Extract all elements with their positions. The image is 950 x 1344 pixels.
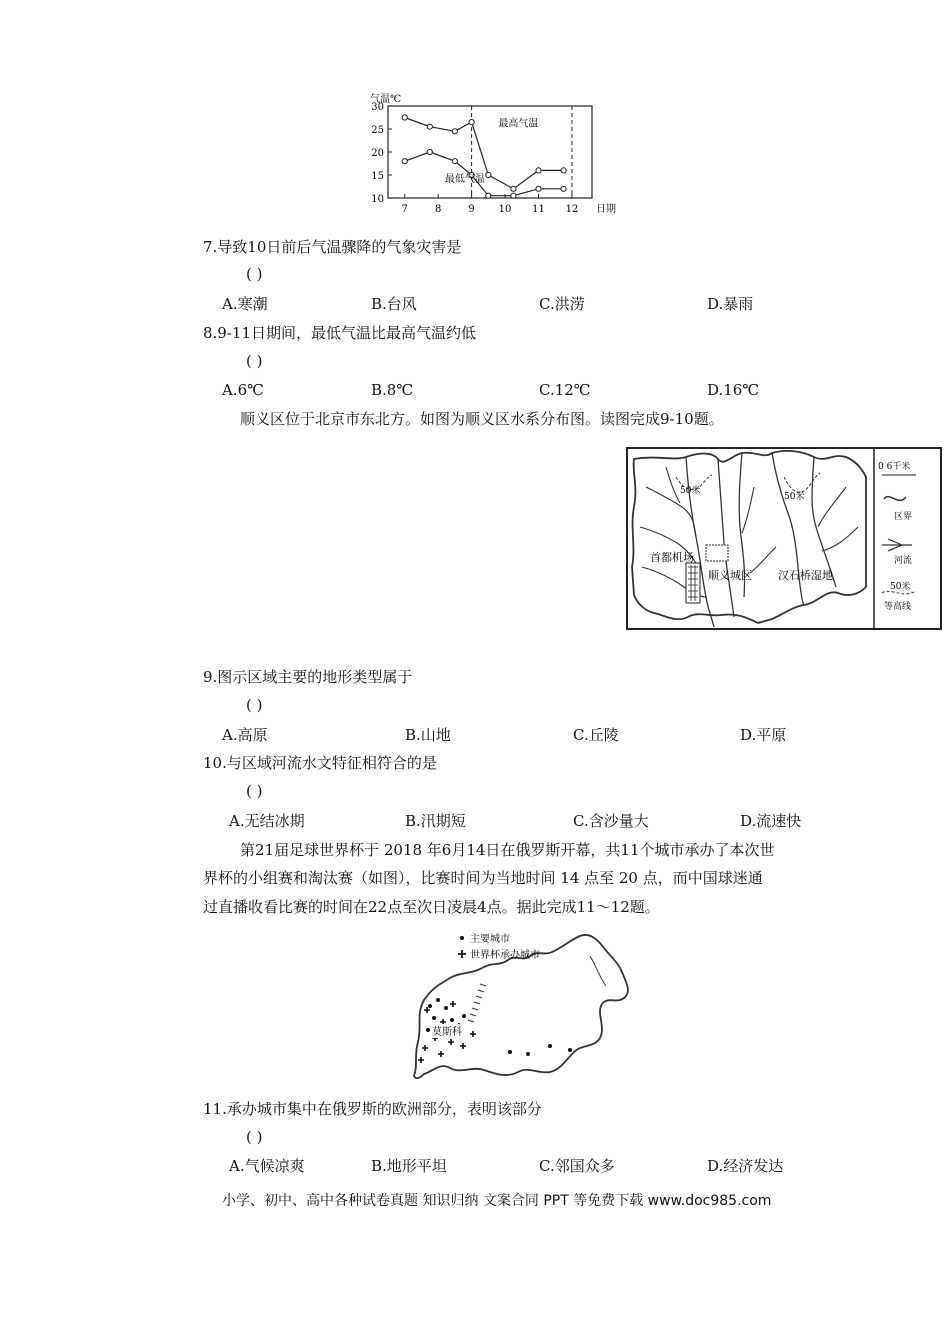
moscow-label: 莫斯科 bbox=[432, 1027, 462, 1038]
x-tick-label: 9 bbox=[468, 204, 475, 215]
wetland-label: 汉石桥湿地 bbox=[778, 569, 833, 582]
question-11-answer-paren: ( ) bbox=[246, 1128, 263, 1146]
legend-border-label: 区界 bbox=[894, 512, 913, 522]
x-axis-label: 日期 bbox=[596, 204, 616, 215]
question-9-option-b[interactable]: B.山地 bbox=[405, 726, 451, 744]
legend-contour-value: 50米 bbox=[890, 582, 911, 592]
data-point bbox=[511, 186, 516, 191]
question-7-option-d[interactable]: D.暴雨 bbox=[707, 295, 754, 313]
temperature-chart bbox=[360, 88, 620, 223]
question-8-option-b[interactable]: B.8℃ bbox=[371, 381, 414, 399]
legend-river-label: 河流 bbox=[894, 556, 913, 566]
data-point bbox=[536, 168, 541, 173]
legend-city-label: 主要城市 bbox=[470, 934, 510, 945]
question-11-option-b[interactable]: B.地形平坦 bbox=[371, 1157, 447, 1175]
data-point bbox=[427, 149, 432, 154]
plot-frame bbox=[388, 106, 592, 198]
question-9-option-d[interactable]: D.平原 bbox=[740, 726, 787, 744]
x-tick-label: 7 bbox=[401, 204, 408, 215]
data-point bbox=[561, 186, 566, 191]
data-point bbox=[486, 172, 491, 177]
x-tick-label: 11 bbox=[532, 204, 545, 215]
question-7-option-c[interactable]: C.洪涝 bbox=[539, 295, 585, 313]
question-8-option-c[interactable]: C.12℃ bbox=[539, 381, 591, 399]
data-point bbox=[486, 193, 491, 198]
legend-contour-label: 等高线 bbox=[884, 602, 912, 612]
question-7-option-b[interactable]: B.台风 bbox=[371, 295, 417, 313]
data-point bbox=[452, 129, 457, 134]
data-point bbox=[452, 159, 457, 164]
annotation-max-temp: 最高气温 bbox=[498, 118, 539, 130]
legend-host-label: 世界杯承办城市 bbox=[470, 950, 540, 961]
city-label: 顺义城区 bbox=[708, 569, 752, 582]
data-point bbox=[469, 120, 474, 125]
intro-11-line-3: 过直播收看比赛的时间在22点至次日凌晨4点。据此完成11～12题。 bbox=[203, 898, 660, 916]
data-point bbox=[402, 159, 407, 164]
question-7-answer-paren: ( ) bbox=[246, 265, 263, 283]
x-tick-label: 10 bbox=[498, 204, 512, 215]
intro-11-line-2: 界杯的小组赛和淘汰赛（如图），比赛时间为当地时间 14 点至 20 点，而中国球迷通 bbox=[203, 869, 763, 887]
intro-11-line-1: 第21届足球世界杯于 2018 年6月14日在俄罗斯开幕，共11个城市承办了本次世 bbox=[240, 841, 775, 859]
scale-label: 0 6千米 bbox=[878, 462, 911, 472]
question-9-option-a[interactable]: A.高原 bbox=[222, 726, 268, 744]
question-8-stem: 8.9-11日期间，最低气温比最高气温约低 bbox=[203, 324, 477, 342]
question-8-answer-paren: ( ) bbox=[246, 352, 263, 370]
question-10-answer-paren: ( ) bbox=[246, 782, 263, 800]
intro-9-10: 顺义区位于北京市东北方。如图为顺义区水系分布图。读图完成9-10题。 bbox=[240, 410, 724, 428]
annotation-min-temp: 最低气温 bbox=[444, 173, 485, 185]
data-point bbox=[511, 193, 516, 198]
contour-label-left: 50米 bbox=[680, 486, 701, 496]
y-tick-label: 20 bbox=[371, 148, 384, 159]
russia-map bbox=[410, 926, 640, 1086]
data-point bbox=[427, 124, 432, 129]
airport-label: 首都机场 bbox=[650, 551, 694, 564]
question-10-option-d[interactable]: D.流速快 bbox=[740, 812, 802, 830]
question-9-stem: 9.图示区域主要的地形类型属于 bbox=[203, 668, 413, 686]
question-8-option-d[interactable]: D.16℃ bbox=[707, 381, 760, 399]
y-tick-label: 25 bbox=[371, 125, 384, 136]
data-point bbox=[402, 115, 407, 120]
footer-text: 小学、初中、高中各种试卷真题 知识归纳 文案合同 PPT 等免费下载 www.doc985.com bbox=[222, 1193, 772, 1209]
x-tick-label: 12 bbox=[565, 204, 579, 215]
question-9-answer-paren: ( ) bbox=[246, 696, 263, 714]
question-8-option-a[interactable]: A.6℃ bbox=[222, 381, 264, 399]
question-9-option-c[interactable]: C.丘陵 bbox=[573, 726, 619, 744]
question-11-stem: 11.承办城市集中在俄罗斯的欧洲部分，表明该部分 bbox=[203, 1100, 542, 1118]
question-10-option-a[interactable]: A.无结冰期 bbox=[229, 812, 305, 830]
x-tick-label: 8 bbox=[434, 204, 442, 215]
y-tick-label: 15 bbox=[371, 171, 384, 182]
y-tick-label: 10 bbox=[371, 194, 384, 205]
question-7-stem: 7.导致10日前后气温骤降的气象灾害是 bbox=[203, 238, 462, 256]
shunyi-water-map bbox=[626, 447, 942, 631]
question-10-option-c[interactable]: C.含沙量大 bbox=[573, 812, 649, 830]
contour-label-right: 50米 bbox=[784, 492, 805, 502]
question-11-option-a[interactable]: A.气候凉爽 bbox=[229, 1157, 305, 1175]
question-10-stem: 10.与区域河流水文特征相符合的是 bbox=[203, 754, 437, 772]
data-point bbox=[561, 168, 566, 173]
question-10-option-b[interactable]: B.汛期短 bbox=[405, 812, 466, 830]
y-axis-label: 气温℃ bbox=[370, 94, 402, 105]
question-7-option-a[interactable]: A.寒潮 bbox=[222, 295, 268, 313]
question-11-option-c[interactable]: C.邻国众多 bbox=[539, 1157, 615, 1175]
data-point bbox=[536, 186, 541, 191]
question-11-option-d[interactable]: D.经济发达 bbox=[707, 1157, 784, 1175]
y-tick-label: 30 bbox=[371, 102, 384, 113]
